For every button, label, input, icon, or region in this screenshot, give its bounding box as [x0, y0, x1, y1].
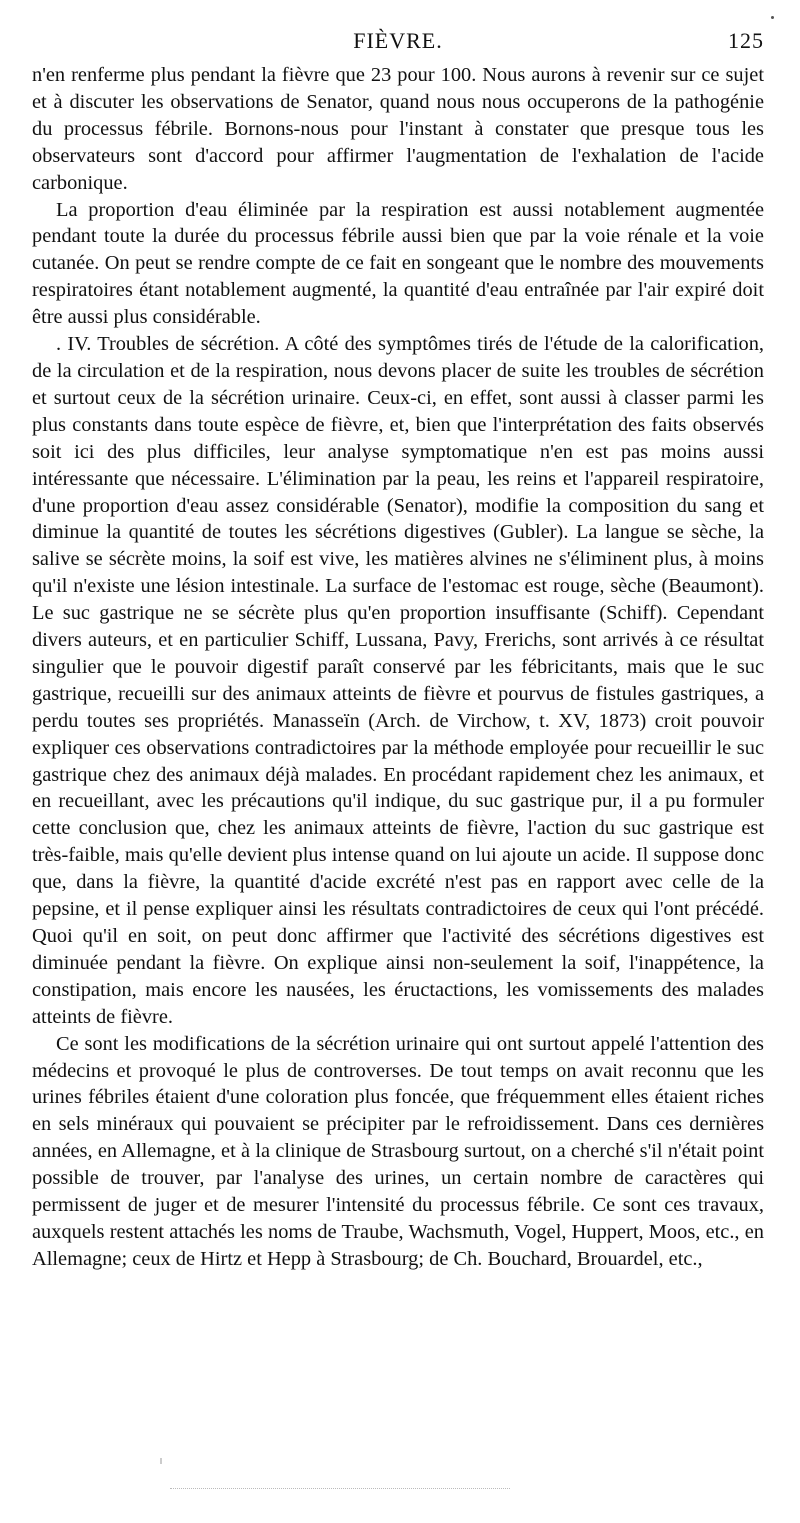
scan-smudge: [170, 1488, 510, 1491]
paragraph-secretion-troubles: . IV. Troubles de sécrétion. A côté des symptômes tirés de l'étude de la calorification, de la circulation et de la respiration, nous devons placer de suite les troubles de sécrétion et surtout ceux de la sécrétion urinaire. Ceux-ci, en effet, sont aussi à classer parmi les plus constants dans toute espèce de fièvre, et, bien que l'interprétation des faits observés soit ici des plus difficiles, leur analyse symptomatique n'en est pas moins aussi intéressante que nécessaire. L'élimination par la peau, les reins et l'appareil respiratoire, d'une proportion d'eau assez considérable (Senator), modifie la composition du sang et diminue la quantité de toutes les sécrétions digestives (Gubler). La langue se sèche, la salive se sécrète moins, la soif est vive, les matières alvines ne s'éliminent plus, à moins qu'il n'existe une lésion intestinale. La surface de l'estomac est rouge, sèche (Beaumont). Le suc gastrique ne se sécrète plus qu'en proportion insuffisante (Schiff). Cependant divers auteurs, et en particulier Schiff, Lussana, Pavy, Frerichs, sont arrivés à ce résultat singulier que le pouvoir digestif paraît conservé par les fébricitants, mais que le suc gastrique, recueilli sur des animaux atteints de fièvre et pourvus de fistules gastriques, a perdu toutes ses propriétés. Manasseïn (Arch. de Virchow, t. XV, 1873) croit pouvoir expliquer ces observations contradictoires par la méthode employée pour recueillir le suc gastrique chez des animaux déjà malades. En procédant rapidement chez les animaux, et en recueillant, avec les précautions qu'il indique, du suc gastrique pur, il a pu formuler cette conclusion que, chez les animaux atteints de fièvre, l'action du suc gastrique est très-faible, mais qu'elle devient plus intense quand on lui ajoute un acide. Il suppose donc que, dans la fièvre, la quantité d'acide excrété n'est pas en rapport avec celle de la pepsine, et il pense expliquer ainsi les résultats contradictoires de ceux qui l'ont précédé. Quoi qu'il en soit, on peut donc affirmer que l'activité des sécrétions digestives est diminuée pendant la fièvre. On explique ainsi non-seulement la soif, l'inappétence, la constipation, mais encore les nausées, les éructactions, les vomissements des malades atteints de fièvre.: [32, 333, 764, 1028]
body-text: [32, 62, 764, 1273]
paragraph-continuation: n'en renferme plus pendant la fièvre que 23 pour 100. Nous aurons à revenir sur ce sujet et à discuter les observations de Senator, quand nous nous occuperons de la pathogénie du processus fébrile. Bornons-nous pour l'instant à constater que presque tous les observateurs sont d'accord pour affirmer l'augmentation de l'exhalation de l'acide carbonique.: [32, 64, 764, 194]
paragraph-water-elimination: La proportion d'eau éliminée par la respiration est aussi notablement augmentée pendant toute la durée du processus fébrile aussi bien que par la voie rénale et la voie cutanée. On peut se rendre compte de ce fait en songeant que le nombre des mouvements respiratoires étant notablement augmenté, la quantité d'eau entraînée par l'air expiré doit être aussi plus considérable.: [32, 198, 764, 329]
page-number: 125: [728, 28, 764, 53]
book-page: [32, 28, 764, 1273]
running-header: [32, 28, 764, 62]
scan-mark: [160, 1458, 162, 1464]
running-title: FIÈVRE.: [353, 28, 443, 53]
page-speck: [771, 16, 774, 19]
paragraph-urinary-secretion: Ce sont les modifications de la sécrétion urinaire qui ont surtout appelé l'attention des médecins et provoqué le plus de controverses. De tout temps on avait reconnu que les urines fébriles étaient d'une coloration plus foncée, que fréquemment elles étaient riches en sels minéraux qui pouvaient se précipiter par le refroidissement. Dans ces dernières années, en Allemagne, et à la clinique de Strasbourg surtout, on a cherché s'il n'était point possible de trouver, par l'analyse des urines, un certain nombre de caractères qui permissent de juger et de mesurer l'intensité du processus fébrile. Ce sont ces travaux, auxquels restent attachés les noms de Traube, Wachsmuth, Vogel, Huppert, Moos, etc., en Allemagne; ceux de Hirtz et Hepp à Strasbourg; de Ch. Bouchard, Brouardel, etc.,: [32, 1032, 764, 1270]
